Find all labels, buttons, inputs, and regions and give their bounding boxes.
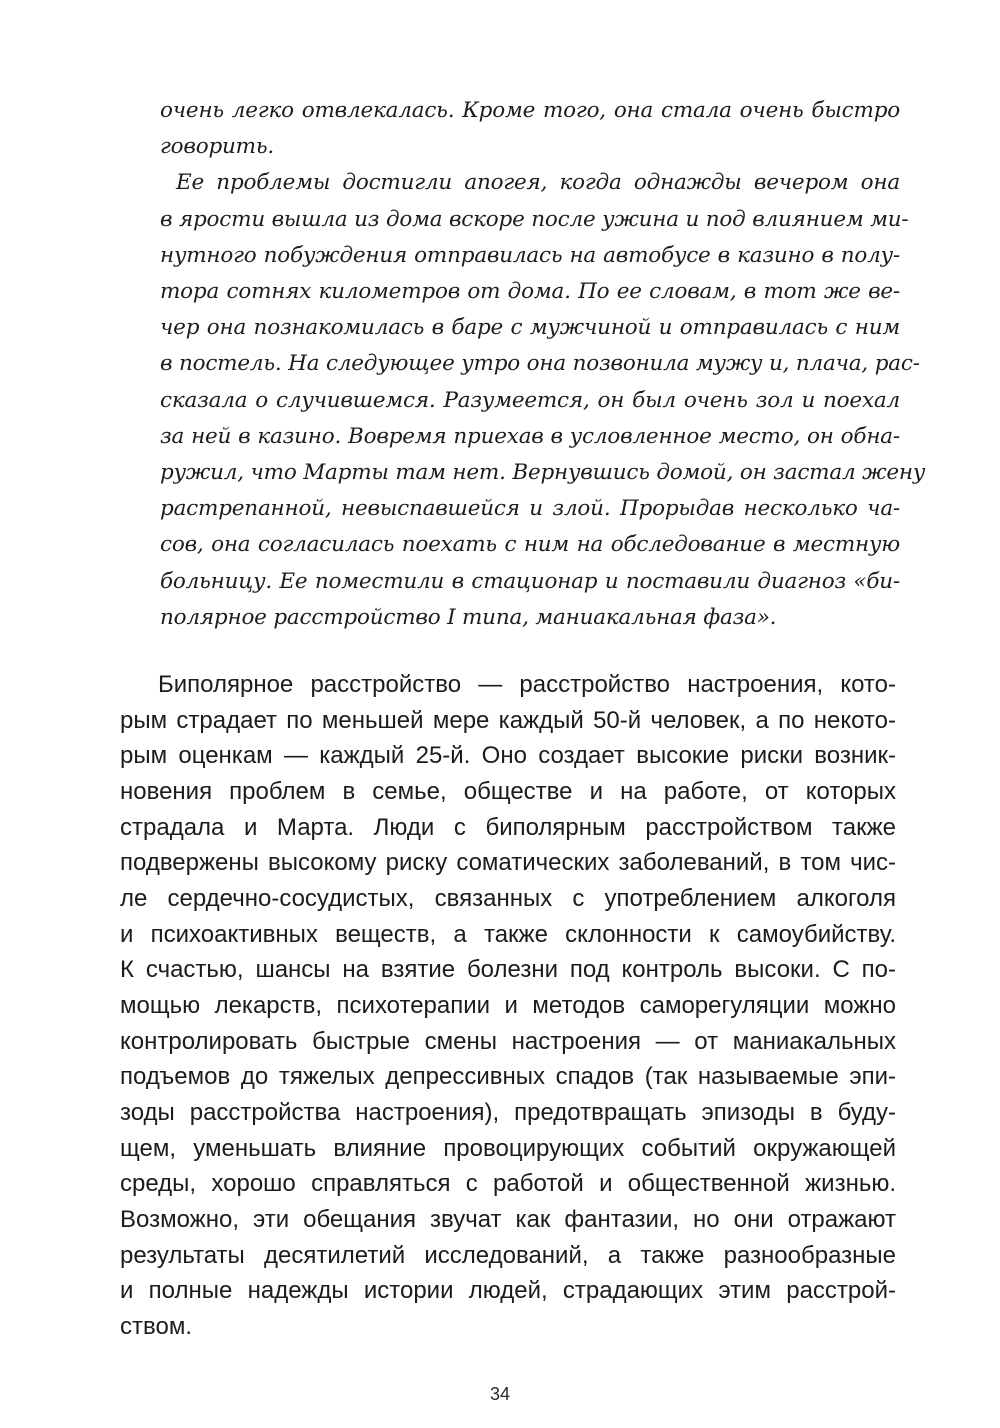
body-line: контролировать быстрые смены настроения — от маниакальных	[120, 1027, 896, 1055]
body-line: среды, хорошо справляться с работой и общественной жизнью.	[120, 1170, 896, 1198]
body-line: Биполярное расстройство — расстройство настроения, кото-	[158, 671, 896, 698]
excerpt-line: говорить.	[160, 134, 275, 160]
excerpt-line: за ней в казино. Вовремя приехав в условленное место, он обна-	[160, 423, 900, 449]
body-line: ле сердечно-сосудистых, связанных с употреблением алкоголя	[120, 884, 896, 912]
body-line: зоды расстройства настроения), предотвращать эпизоды в буду-	[120, 1098, 896, 1126]
case-excerpt	[160, 93, 926, 636]
body-line: подъемов до тяжелых депрессивных спадов (так называемые эпи-	[120, 1063, 896, 1091]
body-line: результаты десятилетий исследований, а также разнообразные	[120, 1241, 896, 1269]
body-line: подвержены высокому риску соматических заболеваний, в том чис-	[120, 849, 896, 877]
excerpt-line: очень легко отвлекалась. Кроме того, она стала очень быстро	[160, 98, 900, 123]
excerpt-line: чер она познакомилась в баре с мужчиной и отправилась с ним	[160, 315, 900, 341]
body-line: страдала и Марта. Люди с биполярным расстройством также	[120, 813, 896, 841]
body-line: рым оценкам — каждый 25-й. Оно создает высокие риски возник-	[120, 742, 896, 770]
excerpt-line: растрепанной, невыспавшейся и злой. Прорыдав несколько ча-	[160, 496, 900, 522]
body-line: рым страдает по меньшей мере каждый 50-й человек, а по некото-	[120, 706, 896, 734]
excerpt-line: ружил, что Марты там нет. Вернувшись домой, он застал жену	[160, 460, 926, 486]
body-line: щем, уменьшать влияние провоцирующих событий окружающей	[120, 1134, 896, 1162]
body-line: Возможно, эти обещания звучат как фантазии, но они отражают	[120, 1205, 896, 1233]
excerpt-line: Ее проблемы достигли апогея, когда однажды вечером она	[176, 170, 900, 196]
excerpt-line: в ярости вышла из дома вскоре после ужина и под влиянием ми-	[160, 206, 909, 232]
body-line: и психоактивных веществ, а также склонности к самоубийству.	[120, 920, 896, 948]
excerpt-line: больницу. Ее поместили в стационар и поставили диагноз «би-	[160, 568, 900, 594]
body-line: К счастью, шансы на взятие болезни под контроль высоки. С по-	[120, 956, 896, 984]
body-line: ством.	[120, 1312, 192, 1340]
body-line: и полные надежды истории людей, страдающих этим расстрой-	[120, 1277, 896, 1305]
body-line: новения проблем в семье, обществе и на работе, от которых	[120, 777, 896, 805]
excerpt-line: нутного побуждения отправилась на автобусе в казино в полу-	[160, 242, 900, 268]
body-paragraph	[120, 667, 896, 1344]
page-number: 34	[489, 1384, 511, 1404]
excerpt-line: полярное расстройство I типа, маниакальная фаза».	[160, 604, 777, 630]
excerpt-line: тора сотнях километров от дома. По ее словам, в тот же ве-	[160, 279, 900, 305]
excerpt-line: сов, она согласилась поехать с ним на обследование в местную	[160, 532, 900, 558]
excerpt-line: сказала о случившемся. Разумеется, он был очень зол и поехал	[160, 387, 900, 413]
body-line: мощью лекарств, психотерапии и методов саморегуляции можно	[120, 991, 896, 1019]
excerpt-line: в постель. На следующее утро она позвонила мужу и, плача, рас-	[160, 351, 920, 377]
